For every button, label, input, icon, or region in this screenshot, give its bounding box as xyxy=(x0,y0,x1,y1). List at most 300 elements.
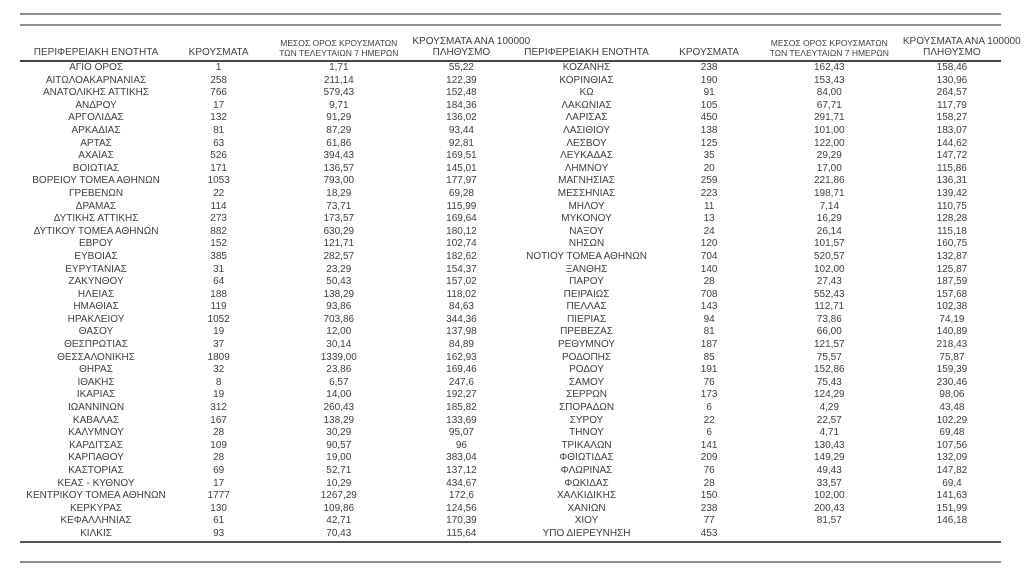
table-cell: ΚΩ xyxy=(579,87,594,99)
table-row xyxy=(511,452,1002,465)
table-body xyxy=(511,61,1002,542)
table-cell: 238 xyxy=(700,502,718,514)
table-cell: 704 xyxy=(700,250,718,262)
table-cell: 191 xyxy=(700,364,718,376)
table-cell: 124,56 xyxy=(446,502,477,514)
table-cell: 120 xyxy=(700,238,718,250)
table-cell: 35 xyxy=(703,150,715,162)
table-cell: ΛΕΣΒΟΥ xyxy=(566,137,607,149)
table-cell: 23,86 xyxy=(326,364,352,376)
table-row xyxy=(511,528,1002,542)
table-cell: 291,71 xyxy=(814,112,845,124)
table-cell: 102,74 xyxy=(446,238,477,250)
table-cell: 141,63 xyxy=(936,490,968,502)
table-cell: 102,38 xyxy=(936,301,968,313)
table-cell: 26,14 xyxy=(816,225,842,237)
table-cell: 153,43 xyxy=(814,74,845,86)
table-row xyxy=(20,440,511,453)
table-cell: ΦΛΩΡΙΝΑΣ xyxy=(560,465,613,476)
table-cell: ΛΗΜΝΟΥ xyxy=(564,162,609,174)
table-row xyxy=(20,528,511,542)
table-cell: ΒΟΙΩΤΙΑΣ xyxy=(72,162,120,174)
table-cell: 149,29 xyxy=(814,452,845,464)
table-cell: 173,57 xyxy=(323,213,355,225)
table-row xyxy=(511,402,1002,415)
table-cell: 157,02 xyxy=(446,276,477,288)
table-cell: ΡΕΘΥΜΝΟΥ xyxy=(557,339,616,351)
table-cell: 22,57 xyxy=(816,414,842,426)
table-row xyxy=(20,226,511,239)
table-cell: ΑΡΚΑΔΙΑΣ xyxy=(71,124,121,136)
table-cell: 140,89 xyxy=(936,326,968,338)
table-cell: 66,00 xyxy=(816,326,842,338)
table-cell: 93,44 xyxy=(448,124,474,136)
column-header-avg7d-line2: ΤΩΝ ΤΕΛΕΥΤΑΙΩΝ 7 ΗΜΕΡΩΝ xyxy=(279,48,399,58)
table-cell: 1777 xyxy=(207,490,230,502)
header-row xyxy=(20,36,511,61)
table-row xyxy=(511,364,1002,377)
table-cell: 128,28 xyxy=(936,213,968,225)
column-header-avg7d xyxy=(756,36,903,61)
table-cell: 32 xyxy=(213,364,225,376)
table-cell: ΔΥΤΙΚΟΥ ΤΟΜΕΑ ΑΘΗΝΩΝ xyxy=(33,225,159,237)
table-cell: 27,43 xyxy=(816,276,842,288)
table-cell: 6,57 xyxy=(329,376,349,388)
table-cell: 132,87 xyxy=(936,250,968,262)
table-cell: 169,51 xyxy=(446,150,477,162)
table-cell: ΔΡΑΜΑΣ xyxy=(75,200,117,212)
table-cell: 93,86 xyxy=(326,301,352,313)
table-cell: 230,46 xyxy=(936,376,968,388)
table-cell: ΚΕΑΣ - ΚΥΘΝΟΥ xyxy=(57,477,135,489)
table-row xyxy=(20,289,511,302)
table-cell: ΛΑΡΙΣΑΣ xyxy=(565,112,608,124)
table-cell: 102,00 xyxy=(814,263,845,275)
table-row xyxy=(20,364,511,377)
table-row xyxy=(20,415,511,428)
table-row xyxy=(20,213,511,226)
table-cell: 221,86 xyxy=(814,175,845,187)
table-cell: 138,29 xyxy=(323,414,355,426)
table-cell: 152,48 xyxy=(446,87,477,99)
table-cell: 552,43 xyxy=(814,288,845,300)
table-cell: 159,39 xyxy=(936,364,968,376)
table-cell: 1053 xyxy=(207,175,230,187)
table-cell: 76 xyxy=(703,376,715,388)
table-cell: ΙΚΑΡΙΑΣ xyxy=(76,389,116,401)
table-cell xyxy=(903,528,1001,542)
table-cell: 109,86 xyxy=(323,502,355,514)
table-cell: ΛΑΚΩΝΙΑΣ xyxy=(561,99,612,111)
table-cell: ΚΑΒΑΛΑΣ xyxy=(72,414,120,426)
table-cell: 1267,29 xyxy=(320,490,357,502)
regional-cases-tables xyxy=(20,36,1021,543)
table-cell: ΜΕΣΣΗΝΙΑΣ xyxy=(557,187,616,199)
table-cell: 162,93 xyxy=(446,351,477,363)
table-cell: ΗΜΑΘΙΑΣ xyxy=(73,301,119,313)
table-cell: ΠΙΕΡΙΑΣ xyxy=(567,313,607,325)
table-cell: 22 xyxy=(703,414,715,426)
table-cell: ΚΕΝΤΡΙΚΟΥ ΤΟΜΕΑ ΑΘΗΝΩΝ xyxy=(26,490,166,502)
column-header-avg7d-line1: ΜΕΣΟΣ ΟΡΟΣ ΚΡΟΥΣΜΑΤΩΝ xyxy=(770,38,888,48)
table-row xyxy=(20,465,511,478)
table-cell xyxy=(756,528,903,542)
table-row xyxy=(511,276,1002,289)
table-row xyxy=(20,326,511,339)
table-cell: 28 xyxy=(213,427,225,439)
table-cell: 177,97 xyxy=(446,175,477,187)
table-cell: 136,31 xyxy=(936,175,968,187)
table-cell: 1339,00 xyxy=(320,351,357,363)
table-row xyxy=(20,301,511,314)
table-cell: 114 xyxy=(210,200,227,212)
table-cell: 160,75 xyxy=(936,238,968,250)
table-cell: ΜΗΛΟΥ xyxy=(568,200,605,212)
table-cell: 31 xyxy=(213,263,225,275)
column-header-cases-label: ΚΡΟΥΣΜΑΤΑ xyxy=(679,47,740,58)
table-cell: 70,43 xyxy=(265,528,412,542)
table-cell: ΡΟΔΟΠΗΣ xyxy=(561,351,612,363)
table-cell: 882 xyxy=(210,225,227,237)
table-cell: 17 xyxy=(213,477,225,489)
table-cell: 14,00 xyxy=(326,389,352,401)
table-cell: 115,99 xyxy=(446,200,477,212)
header-row xyxy=(511,36,1002,61)
column-header-avg7d xyxy=(265,36,412,61)
top-rule-1 xyxy=(20,13,1001,15)
table-cell: 4,71 xyxy=(819,427,840,439)
table-cell: 92,81 xyxy=(448,137,474,149)
bottom-rule xyxy=(20,561,1001,563)
table-cell: 63 xyxy=(213,137,225,149)
table-row xyxy=(511,112,1002,125)
column-header-region xyxy=(511,36,663,61)
table-cell: ΧΑΝΙΩΝ xyxy=(567,502,606,514)
table-row xyxy=(511,188,1002,201)
table-cell: 766 xyxy=(210,87,227,99)
table-cell: ΛΑΣΙΘΙΟΥ xyxy=(563,124,611,136)
table-cell: 91 xyxy=(703,87,715,99)
table-cell: 19,00 xyxy=(326,452,352,464)
table-cell: ΠΑΡΟΥ xyxy=(569,276,604,288)
table-cell: 122,00 xyxy=(814,137,845,149)
table-cell: ΦΘΙΩΤΙΔΑΣ xyxy=(559,452,614,464)
table-cell: 9,71 xyxy=(329,99,349,111)
table-cell: ΣΑΜΟΥ xyxy=(568,376,605,388)
table-cell: ΜΥΚΟΝΟΥ xyxy=(561,213,612,225)
table-cell: 137,98 xyxy=(446,326,477,338)
table-cell: ΑΧΑΪΑΣ xyxy=(78,150,114,162)
table-row xyxy=(511,87,1002,100)
table-body xyxy=(20,61,511,542)
table-cell: 147,72 xyxy=(936,150,968,162)
top-rule-2 xyxy=(20,24,1001,26)
table-cell: 22 xyxy=(213,187,225,199)
table-cell: 453 xyxy=(663,528,756,542)
table-cell: 154,37 xyxy=(446,263,477,275)
table-cell: 102,00 xyxy=(814,490,845,502)
table-cell: ΘΗΡΑΣ xyxy=(79,364,113,376)
table-cell: 167 xyxy=(210,414,227,426)
table-cell: 223 xyxy=(700,187,718,199)
table-row xyxy=(20,377,511,390)
column-header-per100k xyxy=(902,36,1021,61)
table-cell: 132 xyxy=(210,112,227,124)
table-cell: 28 xyxy=(213,452,225,464)
table-cell: 169,46 xyxy=(446,364,477,376)
table-cell: ΑΓΙΟ ΟΡΟΣ xyxy=(69,62,123,73)
table-row xyxy=(511,352,1002,365)
table-cell: 1 xyxy=(215,62,222,73)
table-cell: 75,57 xyxy=(816,351,842,363)
table-cell: 6 xyxy=(706,402,712,414)
table-cell: ΠΕΛΛΑΣ xyxy=(566,301,607,313)
table-cell: ΚΙΛΚΙΣ xyxy=(20,528,172,542)
table-cell: ΘΕΣΠΡΩΤΙΑΣ xyxy=(64,339,128,351)
table-cell: 81 xyxy=(703,326,715,338)
regional-cases-table-left xyxy=(20,36,531,543)
table-cell: 84,63 xyxy=(448,301,474,313)
table-cell: ΑΡΤΑΣ xyxy=(80,137,112,149)
table-cell: 52,71 xyxy=(326,465,352,476)
table-row xyxy=(20,125,511,138)
table-cell: ΛΕΥΚΑΔΑΣ xyxy=(560,150,613,162)
table-row xyxy=(20,163,511,176)
table-cell: 8 xyxy=(215,376,222,388)
table-cell: 43,48 xyxy=(939,402,965,414)
table-cell: 117,79 xyxy=(937,99,967,111)
table-row xyxy=(20,452,511,465)
table-cell: 17 xyxy=(213,99,225,111)
table-cell: 81 xyxy=(213,124,225,136)
table-row xyxy=(20,402,511,415)
table-row xyxy=(511,314,1002,327)
table-cell: ΝΗΣΩΝ xyxy=(568,238,605,250)
table-cell: 94 xyxy=(703,313,715,325)
table-row xyxy=(20,75,511,88)
table-cell: ΚΑΡΔΙΤΣΑΣ xyxy=(69,439,123,451)
table-cell: ΜΑΓΝΗΣΙΑΣ xyxy=(558,175,615,187)
table-cell: 29,29 xyxy=(816,150,842,162)
column-header-region xyxy=(20,36,172,61)
table-header xyxy=(511,36,1021,61)
table-cell: 209 xyxy=(700,452,718,464)
table-row xyxy=(511,289,1002,302)
table-cell: 152 xyxy=(210,238,227,250)
table-cell: 122,39 xyxy=(446,74,477,86)
table-cell: ΚΕΡΚΥΡΑΣ xyxy=(69,502,123,514)
table-cell: ΘΕΣΣΑΛΟΝΙΚΗΣ xyxy=(57,351,135,363)
table-cell: ΡΟΔΟΥ xyxy=(569,364,604,376)
table-cell: 121,57 xyxy=(814,339,845,351)
table-cell: 69,4 xyxy=(942,477,962,489)
table-cell: 344,36 xyxy=(446,313,477,325)
table-cell: 247,6 xyxy=(448,376,474,388)
table-cell: 74,19 xyxy=(939,313,965,325)
table-row xyxy=(20,188,511,201)
table-row xyxy=(511,389,1002,402)
table-cell: 124,29 xyxy=(814,389,845,401)
table-cell: ΚΟΡΙΝΘΙΑΣ xyxy=(559,74,614,86)
column-header-region-label: ΠΕΡΙΦΕΡΕΙΑΚΗ ΕΝΟΤΗΤΑ xyxy=(33,47,159,58)
table-cell: 136,02 xyxy=(446,112,477,124)
table-cell: 264,57 xyxy=(936,87,968,99)
table-row xyxy=(511,427,1002,440)
table-cell: 152,86 xyxy=(814,364,845,376)
table-cell: 169,64 xyxy=(446,213,477,225)
table-cell: 112,71 xyxy=(814,301,845,313)
table-cell: 30,14 xyxy=(326,339,352,351)
table-row xyxy=(20,427,511,440)
table-cell: 12,00 xyxy=(326,326,352,338)
table-cell: 16,29 xyxy=(816,213,842,225)
table-cell: ΕΥΒΟΙΑΣ xyxy=(74,250,118,262)
table-cell: ΞΑΝΘΗΣ xyxy=(565,263,608,275)
table-cell: 20 xyxy=(703,162,715,174)
table-row xyxy=(511,377,1002,390)
table-cell: 312 xyxy=(210,402,227,414)
table-cell: ΑΡΓΟΛΙΔΑΣ xyxy=(68,112,124,124)
table-cell: 125 xyxy=(700,137,718,149)
table-cell: 200,43 xyxy=(814,502,845,514)
table-cell: 61 xyxy=(213,515,225,527)
table-row xyxy=(20,251,511,264)
table-row xyxy=(511,503,1002,516)
table-cell: 67,71 xyxy=(816,99,842,111)
table-cell: ΒΟΡΕΙΟΥ ΤΟΜΕΑ ΑΘΗΝΩΝ xyxy=(32,175,160,187)
table-cell: 28 xyxy=(703,477,715,489)
table-cell: ΖΑΚΥΝΘΟΥ xyxy=(68,276,124,288)
table-cell: ΦΩΚΙΔΑΣ xyxy=(564,477,609,489)
table-cell: ΤΗΝΟΥ xyxy=(569,427,604,439)
table-row xyxy=(511,301,1002,314)
column-header-per100k-line1: ΚΡΟΥΣΜΑΤΑ ΑΝΑ 100000 xyxy=(902,36,1021,47)
table-cell: 64 xyxy=(213,276,225,288)
table-row xyxy=(511,150,1002,163)
table-cell: 132,09 xyxy=(936,452,968,464)
table-cell: 55,22 xyxy=(448,62,474,73)
table-cell: 190 xyxy=(700,74,718,86)
table-cell: 121,71 xyxy=(323,238,355,250)
table-cell: ΝΟΤΙΟΥ ΤΟΜΕΑ ΑΘΗΝΩΝ xyxy=(526,250,647,262)
table-cell: 258 xyxy=(210,74,227,86)
table-cell: 138,29 xyxy=(323,288,355,300)
table-cell: 19 xyxy=(213,389,225,401)
table-cell: ΣΕΡΡΩΝ xyxy=(566,389,607,401)
table-cell: 50,43 xyxy=(326,276,352,288)
table-cell: 184,36 xyxy=(446,99,477,111)
table-row xyxy=(511,213,1002,226)
table-cell: 171 xyxy=(210,162,227,174)
table-cell: 793,00 xyxy=(323,175,355,187)
table-cell: 173 xyxy=(700,389,718,401)
table-cell: 49,43 xyxy=(816,465,842,476)
table-cell: 520,57 xyxy=(814,250,845,262)
table-cell: ΑΝΑΤΟΛΙΚΗΣ ΑΤΤΙΚΗΣ xyxy=(42,87,150,99)
table-cell: 180,12 xyxy=(446,225,477,237)
table-header xyxy=(20,36,531,61)
table-cell: 101,00 xyxy=(814,124,845,136)
table-row xyxy=(511,264,1002,277)
table-cell: 37 xyxy=(213,339,225,351)
table-cell: 146,18 xyxy=(936,515,968,527)
table-cell: ΙΩΑΝΝΙΝΩΝ xyxy=(67,402,125,414)
table-cell: 110,75 xyxy=(937,200,967,212)
table-cell: 18,29 xyxy=(326,187,352,199)
table-cell: 183,07 xyxy=(936,124,968,136)
table-cell: 96 xyxy=(455,439,467,451)
table-cell: 1,71 xyxy=(329,62,349,73)
table-cell: ΧΑΛΚΙΔΙΚΗΣ xyxy=(557,490,617,502)
table-cell: ΘΑΣΟΥ xyxy=(78,326,114,338)
table-cell: ΑΙΤΩΛΟΑΚΑΡΝΑΝΙΑΣ xyxy=(45,74,147,86)
table-row xyxy=(20,389,511,402)
table-cell: 125,87 xyxy=(936,263,968,275)
table-cell: ΣΥΡΟΥ xyxy=(569,414,604,426)
column-header-per100k-line2: ΠΛΗΘΥΣΜΟ xyxy=(432,47,491,58)
table-row xyxy=(511,490,1002,503)
table-cell: 145,01 xyxy=(446,162,477,174)
table-cell: 130 xyxy=(210,502,227,514)
table-row xyxy=(20,515,511,528)
table-cell: 218,43 xyxy=(936,339,968,351)
table-cell: 69 xyxy=(213,465,225,476)
column-header-per100k-line2: ΠΛΗΘΥΣΜΟ xyxy=(923,47,981,58)
table-cell: 138 xyxy=(700,124,718,136)
table-cell: 150 xyxy=(700,490,718,502)
table-cell: 115,64 xyxy=(412,528,510,542)
table-cell: 13 xyxy=(703,213,715,225)
table-row xyxy=(20,276,511,289)
table-cell: 33,57 xyxy=(816,477,842,489)
table-row xyxy=(20,150,511,163)
table-cell: 394,43 xyxy=(323,150,355,162)
table-row xyxy=(20,238,511,251)
table-cell: 69,28 xyxy=(448,187,474,199)
table-cell: 260,43 xyxy=(323,402,355,414)
table-cell: 703,86 xyxy=(323,313,355,325)
table-cell: 17,00 xyxy=(816,162,842,174)
table-row xyxy=(511,238,1002,251)
table-cell: 273 xyxy=(210,213,227,225)
table-row xyxy=(511,339,1002,352)
table-cell: ΠΡΕΒΕΖΑΣ xyxy=(560,326,613,338)
table-row xyxy=(511,75,1002,88)
table-cell: 383,04 xyxy=(446,452,477,464)
table-cell: 137,12 xyxy=(446,465,477,476)
column-header-per100k xyxy=(412,36,531,61)
table-cell: 87,29 xyxy=(326,124,352,136)
table-cell: 118,02 xyxy=(446,288,477,300)
column-header-per100k-line1: ΚΡΟΥΣΜΑΤΑ ΑΝΑ 100000 xyxy=(412,36,531,47)
table-cell: 188 xyxy=(210,288,227,300)
table-cell: 73,71 xyxy=(326,200,352,212)
table-cell: ΠΕΙΡΑΙΩΣ xyxy=(563,288,610,300)
table-cell: 11 xyxy=(703,200,715,212)
table-row xyxy=(20,490,511,503)
table-row xyxy=(511,465,1002,478)
table-cell: 136,57 xyxy=(323,162,355,174)
table-row xyxy=(20,339,511,352)
table-cell: 162,43 xyxy=(814,62,845,73)
table-row xyxy=(511,201,1002,214)
table-cell: ΕΥΡΥΤΑΝΙΑΣ xyxy=(65,263,127,275)
column-header-region-label: ΠΕΡΙΦΕΡΕΙΑΚΗ ΕΝΟΤΗΤΑ xyxy=(524,47,649,58)
table-cell: ΑΝΔΡΟΥ xyxy=(75,99,117,111)
table-cell: 708 xyxy=(700,288,718,300)
table-cell: 144,62 xyxy=(936,137,968,149)
table-cell: 170,39 xyxy=(446,515,477,527)
